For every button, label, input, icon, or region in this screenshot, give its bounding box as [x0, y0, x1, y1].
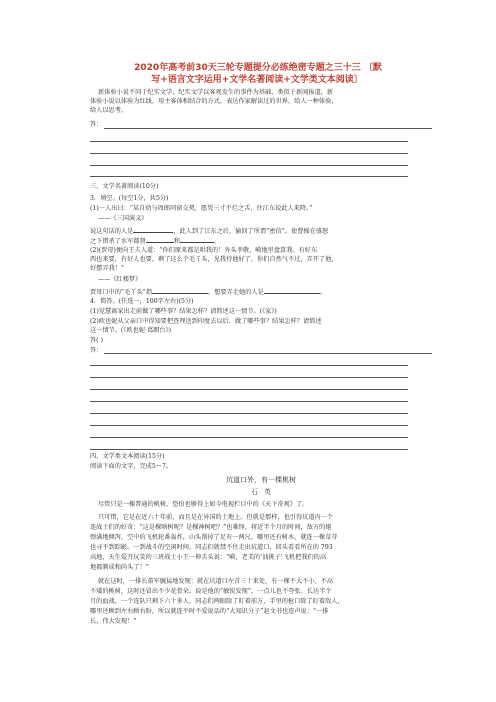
fill-text: 贾母口中的“毛丫头”指	[90, 289, 153, 296]
answer-line[interactable]	[90, 165, 408, 166]
answer-line[interactable]	[90, 365, 408, 366]
answer-line[interactable]	[90, 176, 408, 177]
fill-blank[interactable]	[133, 226, 173, 233]
story-paragraph-line: 弹满地倾泻，空中的飞机轮番轰炸，山头削掉了足有一两尺，哪里还有树木，就连一棵草芽	[90, 534, 338, 541]
document-title-line-2: 写+语言文字运用+文学名著阅读+文学类文本阅读〕	[151, 75, 363, 85]
story-paragraph-line: 也寻不到踪影。一到战斗的空闲时间，同志们就禁不住走出坑道口，回头看看所在的 793	[90, 544, 333, 551]
answer-line[interactable]	[90, 401, 408, 402]
section-heading: 四、文学类文本阅读(15分)	[90, 453, 165, 460]
question-line: (1)觉慧离家出走前做了哪些事？结果怎样？请简述这一情节。(《家》)	[90, 308, 277, 315]
story-paragraph-line: 不矮的桃树，这时还冒出不少花骨朵。说是他的“敏锐发现”，一点儿也不夸张。长达半个	[90, 588, 332, 595]
answer-line[interactable]	[90, 413, 408, 414]
answer-label: 答：	[90, 121, 103, 128]
fill-blank[interactable]	[146, 236, 174, 243]
intro-line: 给人以思考。	[90, 107, 128, 114]
story-paragraph-line: 只可惜，它是在近六十年前，而且是在异国的土地上。但就是那样，也引得坑道内一个	[98, 514, 334, 521]
answer-line[interactable]	[90, 153, 408, 154]
document-title-line-1: 2020年高考前30天三轮专题提分必练绝密专题之三十三 〔默	[134, 63, 382, 73]
quote-line: (1)一人出曰：“某自幼与周郎同窗交契，愿凭三寸不烂之舌，往江东说此人来降。”	[90, 205, 313, 212]
answer-line[interactable]	[104, 353, 432, 354]
answer-label: 答：	[90, 347, 103, 354]
story-paragraph-line: 就在这时，一排长董军毓猛地发现：就在坑道口左首三十来处，有一棵不大不小、不高	[98, 578, 334, 585]
fill-text: ，此人到了江东之后，偷回了所谓“密信”，使曹操在盛怒	[173, 228, 329, 235]
story-paragraph-line: 月的血战，一个连队只剩下六十多人，同志们两眼除了盯着前方，手里的枪口除了盯着敌人，	[90, 598, 344, 605]
question-heading: 3．填空。(每空1分，共5分)	[90, 195, 169, 202]
fill-text: ，想要弄走她的人是	[208, 289, 264, 296]
section-heading: 三、文学名著阅读(10分)	[90, 183, 159, 190]
choice-label: 答( )	[90, 337, 103, 344]
quote-source: ——《红楼梦》	[98, 276, 142, 283]
story-paragraph-line: 长，伟大发现！”	[90, 618, 137, 625]
question-line: (2)欧也妮从父亲口中得知要把查理送到印度去以后，做了哪些事？结果怎样？请简述	[90, 318, 322, 325]
fill-text: 说这句话的人是	[90, 228, 134, 235]
answer-line[interactable]	[90, 425, 408, 426]
fill-text: 之下错杀了水军都督	[90, 238, 146, 245]
fill-text: 。	[213, 238, 221, 245]
fill-line	[90, 287, 326, 297]
passage-line: (2)(贾母)便向王夫人道：“你们原来都是哄我的！外头孝敬，嗬地里盘算我。有好东	[90, 247, 318, 254]
story-paragraph-line: 尽管只是一棵普通的桃树，恐怕也够得上如今电视栏目中的《天下奇观》了。	[98, 501, 309, 508]
fill-line	[90, 236, 220, 246]
question-line: 这一情节。(《欧也妮·葛朗台》)	[90, 327, 172, 334]
answer-line[interactable]	[90, 377, 408, 378]
story-author: 石 英	[251, 488, 271, 496]
question-heading: 4．简答。(任选一，100字左右)(5分)	[90, 298, 194, 305]
fill-blank[interactable]	[152, 287, 208, 294]
answer-line[interactable]	[90, 141, 408, 142]
passage-line: 西也来要，有好人也要，剩了这么个毛丫头，见我待他好了，你们自然气不过，弄开了他，	[90, 256, 338, 263]
passage-line: 好摆弄我！”	[90, 265, 125, 272]
answer-line[interactable]	[104, 128, 432, 129]
fill-line	[90, 226, 328, 236]
answer-line[interactable]	[90, 449, 408, 450]
fill-blank[interactable]	[264, 287, 320, 294]
story-paragraph-line: 连战士们的好奇：“这是棵啥树呢？是棵神树吧？”也难怪，将近半个月的时间，敌方的炮	[90, 524, 332, 531]
fill-text: 和	[173, 238, 180, 245]
fill-blank[interactable]	[180, 236, 214, 243]
fill-text: 。	[319, 289, 326, 296]
reading-instruction: 阅读下面的文字，完成5～7。	[90, 463, 173, 470]
answer-line[interactable]	[90, 389, 408, 390]
answer-line[interactable]	[90, 437, 408, 438]
story-paragraph-line: 地都剃成和尚头了！”	[90, 564, 149, 571]
intro-line: 新体验小说不同于纪实文学，纪实文学以客观发生的事件为基础，类似于新闻报道，新	[98, 89, 334, 96]
quote-source: ——《三国演义》	[98, 215, 148, 222]
story-title: 坑道口外，有一棵桃树	[226, 476, 296, 484]
story-paragraph-line: 高地，天生爱开玩笑的三班战士小王一伸舌头说：“嗬，老美的‘油挑子’飞机把我们的高	[90, 554, 327, 561]
intro-line: 体验小说以体验为红线，用主客体相结合的方式，表达作家解读过的世界，给人一种体验，	[90, 98, 338, 105]
story-paragraph-line: 哪里还顾到左右顾右盼，所以就连平时不爱说话的“大知识分子”赵文书也连声说：“一排	[90, 608, 329, 615]
